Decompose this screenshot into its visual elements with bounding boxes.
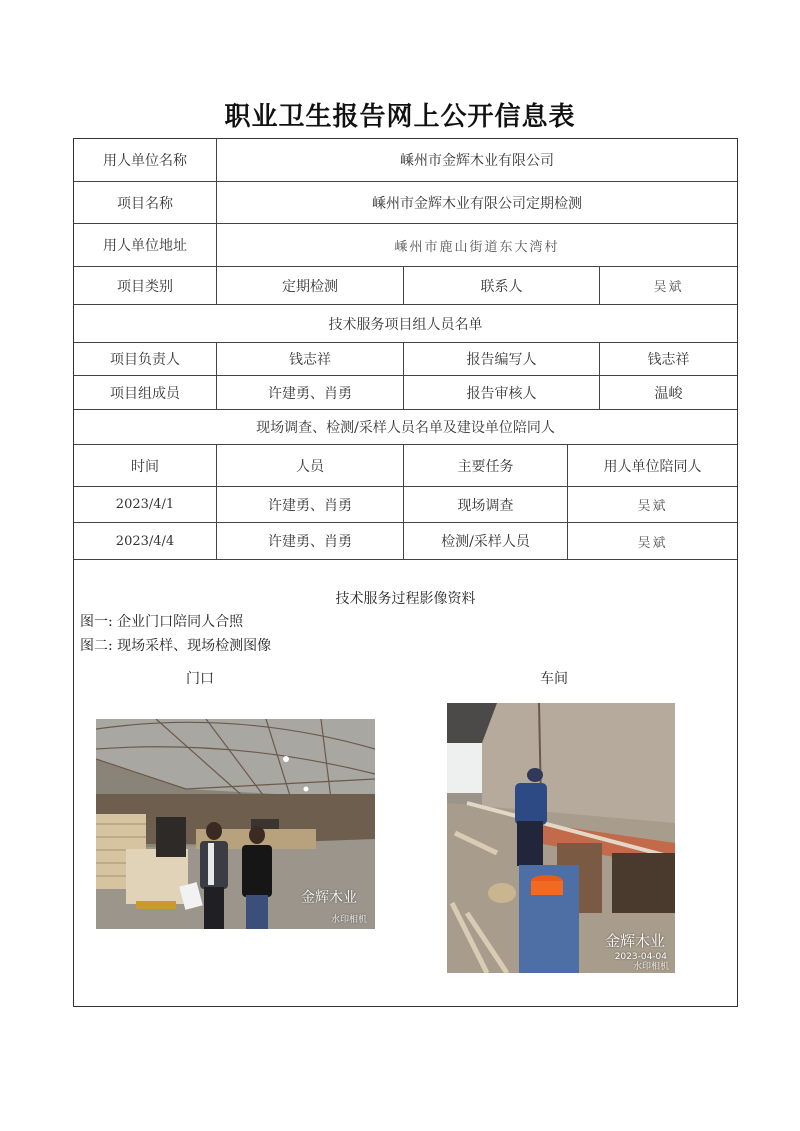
leader-label: 项目负责人 [110,352,180,368]
row-project-type [74,266,737,304]
row-task: 检测/采样人员 [403,523,567,559]
writer-label: 报告编写人 [403,343,599,375]
header-time: 时间 [131,458,159,475]
writer-value: 钱志祥 [599,343,737,375]
media-section-title: 技术服务过程影像资料 [335,591,476,607]
row-date: 2023/4/4 [115,533,175,549]
watermark-brand: 金辉木业 [604,932,665,950]
members-value: 许建勇、肖勇 [216,376,403,409]
media-section [74,559,737,1006]
header-personnel: 人员 [216,445,403,486]
figure-2-description: 图二: 现场采样、现场检测图像 [80,638,272,654]
survey-section-title: 现场调查、检测/采样人员名单及建设单位陪同人 [256,420,555,436]
reviewer-label: 报告审核人 [403,376,599,409]
contact-value: 吴斌 [599,267,737,304]
employer-address-label: 用人单位地址 [103,238,187,254]
row-escort: 吴斌 [567,487,737,522]
leader-value: 钱志祥 [216,343,403,375]
row-team-title [74,304,737,342]
employer-name-label: 用人单位名称 [103,153,187,169]
photo-caption-gate: 门口 [186,671,214,687]
row-team-members [74,375,737,409]
row-project-name [74,181,737,223]
photo-workshop [447,703,675,973]
row-personnel: 许建勇、肖勇 [216,487,403,522]
table-row [74,522,737,559]
header-main-task: 主要任务 [403,445,567,486]
project-type-value: 定期检测 [216,267,403,304]
row-date: 2023/4/1 [115,497,175,512]
watermark-app: 水印相机 [632,962,669,972]
project-name-value: 嵊州市金辉木业有限公司定期检测 [216,182,737,223]
members-label: 项目组成员 [110,385,180,402]
employer-name-value: 嵊州市金辉木业有限公司 [216,139,737,181]
row-team-leader [74,342,737,375]
team-section-title: 技术服务项目组人员名单 [328,316,483,333]
reviewer-value: 温峻 [599,376,737,409]
page-title: 职业卫生报告网上公开信息表 [224,102,576,132]
info-table [73,138,738,1007]
row-employer-name [74,139,737,181]
header-escort: 用人单位陪同人 [567,445,737,486]
row-employer-address [74,223,737,266]
row-personnel: 许建勇、肖勇 [216,523,403,559]
watermark-date: 2023-04-04 [614,952,667,962]
watermark-app: 水印相机 [330,915,367,925]
project-name-label: 项目名称 [117,195,173,212]
project-type-label: 项目类别 [117,278,173,295]
row-task: 现场调查 [403,487,567,522]
photo-caption-workshop: 车间 [540,671,568,687]
row-escort: 吴斌 [567,523,737,559]
row-survey-headers [74,444,737,486]
photo-gate [96,719,375,929]
contact-label: 联系人 [403,267,599,304]
watermark-brand: 金辉木业 [301,890,357,906]
employer-address-value: 嵊州市鹿山街道东大湾村 [216,224,737,266]
row-survey-title [74,409,737,444]
figure-1-description: 图一: 企业门口陪同人合照 [80,614,244,630]
table-row [74,486,737,522]
